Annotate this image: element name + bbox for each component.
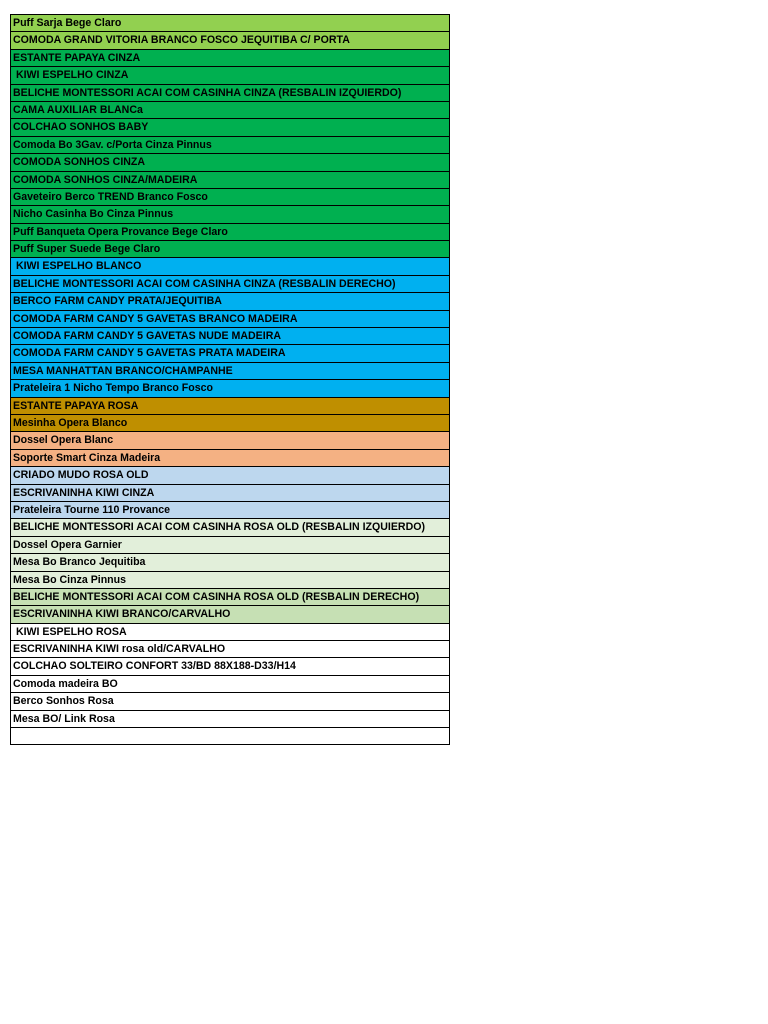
table-row[interactable]: Mesa Bo Cinza Pinnus	[11, 572, 449, 589]
table-row[interactable]: BELICHE MONTESSORI ACAI COM CASINHA ROSA OLD (RESBALIN IZQUIERDO)	[11, 519, 449, 536]
table-row[interactable]: Puff Super Suede Bege Claro	[11, 241, 449, 258]
table-row[interactable]: Dossel Opera Garnier	[11, 537, 449, 554]
table-row[interactable]: ESTANTE PAPAYA ROSA	[11, 398, 449, 415]
table-row[interactable]: ESCRIVANINHA KIWI rosa old/CARVALHO	[11, 641, 449, 658]
table-row[interactable]: Berco Sonhos Rosa	[11, 693, 449, 710]
table-row[interactable]: CAMA AUXILIAR BLANCa	[11, 102, 449, 119]
table-row[interactable]: Prateleira Tourne 110 Provance	[11, 502, 449, 519]
table-row[interactable]: MESA MANHATTAN BRANCO/CHAMPANHE	[11, 363, 449, 380]
table-row[interactable]: Mesa BO/ Link Rosa	[11, 711, 449, 728]
table-row[interactable]: KIWI ESPELHO ROSA	[11, 624, 449, 641]
table-row[interactable]: KIWI ESPELHO BLANCO	[11, 258, 449, 275]
table-row[interactable]: COMODA FARM CANDY 5 GAVETAS NUDE MADEIRA	[11, 328, 449, 345]
table-row[interactable]: COMODA GRAND VITORIA BRANCO FOSCO JEQUITIBA C/ PORTA	[11, 32, 449, 49]
table-row[interactable]: Gaveteiro Berco TREND Branco Fosco	[11, 189, 449, 206]
table-row[interactable]: Nicho Casinha Bo Cinza Pinnus	[11, 206, 449, 223]
table-row[interactable]: COMODA SONHOS CINZA/MADEIRA	[11, 172, 449, 189]
table-row[interactable]: BERCO FARM CANDY PRATA/JEQUITIBA	[11, 293, 449, 310]
table-row[interactable]	[11, 728, 449, 745]
table-row[interactable]: Prateleira 1 Nicho Tempo Branco Fosco	[11, 380, 449, 397]
table-row[interactable]: COLCHAO SONHOS BABY	[11, 119, 449, 136]
spreadsheet-column	[10, 14, 450, 745]
table-row[interactable]: COMODA FARM CANDY 5 GAVETAS BRANCO MADEIRA	[11, 311, 449, 328]
table-row[interactable]: Dossel Opera Blanc	[11, 432, 449, 449]
table-row[interactable]: BELICHE MONTESSORI ACAI COM CASINHA ROSA OLD (RESBALIN DERECHO)	[11, 589, 449, 606]
table-row[interactable]: Mesa Bo Branco Jequitiba	[11, 554, 449, 571]
table-row[interactable]: CRIADO MUDO ROSA OLD	[11, 467, 449, 484]
table-row[interactable]: COMODA FARM CANDY 5 GAVETAS PRATA MADEIRA	[11, 345, 449, 362]
table-row[interactable]: COMODA SONHOS CINZA	[11, 154, 449, 171]
table-row[interactable]: ESCRIVANINHA KIWI BRANCO/CARVALHO	[11, 606, 449, 623]
table-row[interactable]: BELICHE MONTESSORI ACAI COM CASINHA CINZA (RESBALIN DERECHO)	[11, 276, 449, 293]
table-row[interactable]: ESTANTE PAPAYA CINZA	[11, 50, 449, 67]
table-row[interactable]: COLCHAO SOLTEIRO CONFORT 33/BD 88X188-D33/H14	[11, 658, 449, 675]
table-row[interactable]: Comoda Bo 3Gav. c/Porta Cinza Pinnus	[11, 137, 449, 154]
table-row[interactable]: ESCRIVANINHA KIWI CINZA	[11, 485, 449, 502]
table-row[interactable]: Puff Banqueta Opera Provance Bege Claro	[11, 224, 449, 241]
table-row[interactable]: Soporte Smart Cinza Madeira	[11, 450, 449, 467]
table-row[interactable]: Comoda madeira BO	[11, 676, 449, 693]
table-row[interactable]: Puff Sarja Bege Claro	[11, 15, 449, 32]
table-row[interactable]: KIWI ESPELHO CINZA	[11, 67, 449, 84]
table-row[interactable]: BELICHE MONTESSORI ACAI COM CASINHA CINZA (RESBALIN IZQUIERDO)	[11, 85, 449, 102]
table-row[interactable]: Mesinha Opera Blanco	[11, 415, 449, 432]
